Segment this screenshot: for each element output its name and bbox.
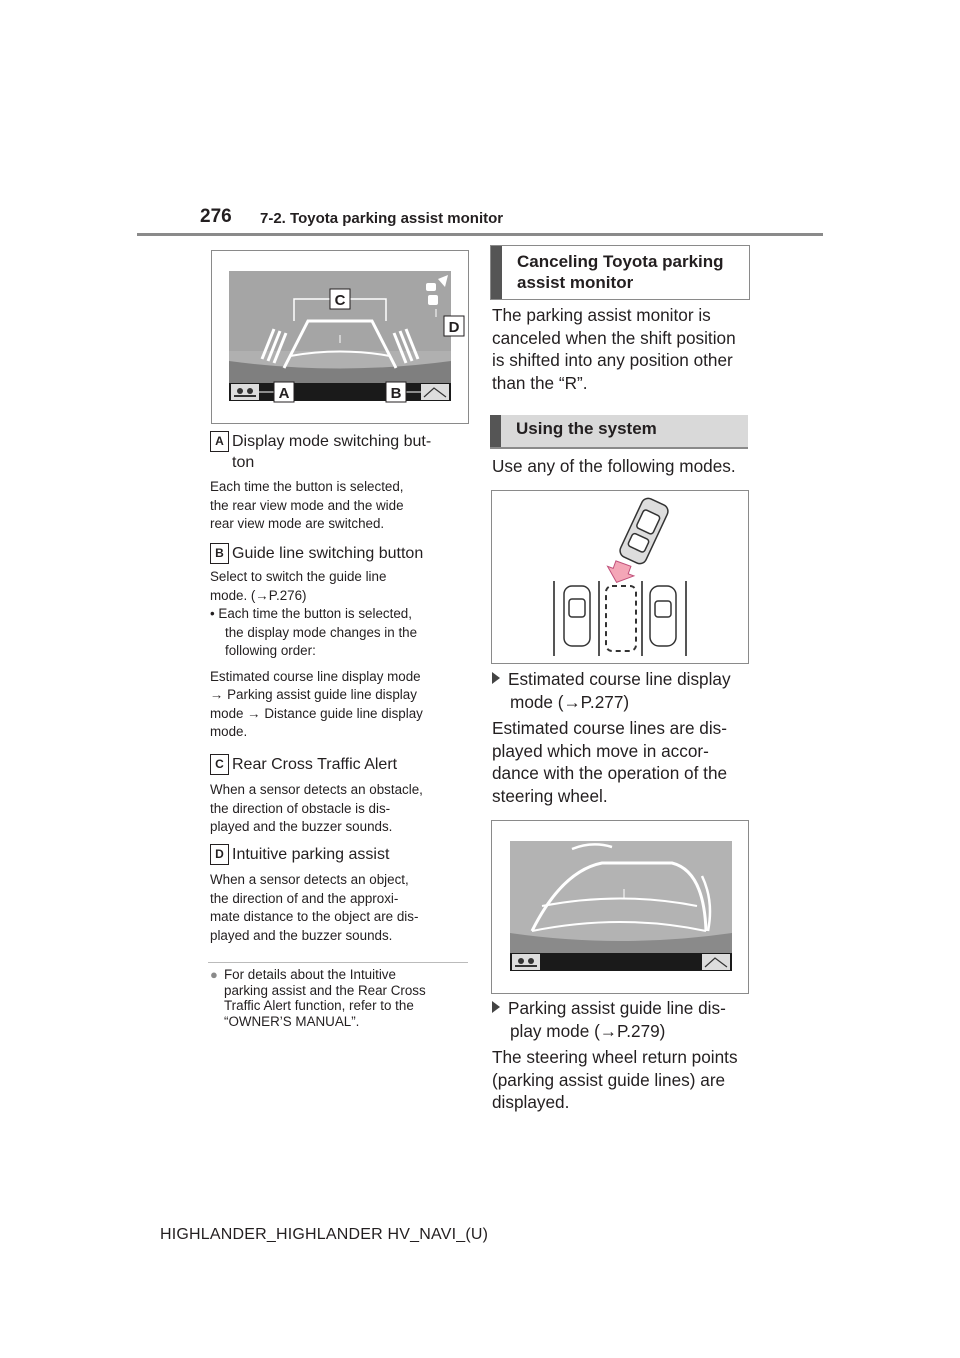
heading-bar <box>491 246 502 299</box>
using-heading-text: Using the system <box>516 419 657 438</box>
item-title: Intuitive parking assist <box>232 846 390 863</box>
monitor-screen-illustration <box>212 251 468 423</box>
note-divider <box>208 962 468 963</box>
item-title: Display mode switching but- ton <box>232 433 432 471</box>
item-label: A <box>210 431 229 452</box>
label-c: C <box>334 292 346 309</box>
label-a: A <box>278 385 290 402</box>
item-c-description: When a sensor detects an obstacle, the direction of obstacle is dis- played and the buzzer sounds. <box>210 782 423 834</box>
guideline-screen-illustration <box>492 821 748 993</box>
canceling-heading-text: Canceling Toyota parking assist monitor <box>517 252 724 292</box>
item-label: C <box>210 754 229 775</box>
heading-bar <box>490 415 501 447</box>
item-c-heading <box>210 754 470 776</box>
item-title: Guide line switching button <box>232 545 424 562</box>
monitor-figure <box>211 250 469 424</box>
footer-text: HIGHLANDER_HIGHLANDER HV_NAVI_(U) <box>160 1226 489 1243</box>
mode2-body: The steering wheel return points (parking assist guide lines) are displayed. <box>492 1047 738 1112</box>
mode2-heading: Parking assist guide line dis- play mode (→P.279) <box>492 997 754 1042</box>
item-a-description: Each time the button is selected, the rear view mode and the wide rear view mode are switched. <box>210 479 404 531</box>
mode1-body: Estimated course lines are dis- played which move in accor- dance with the operation of the steering wheel. <box>492 718 728 806</box>
item-label: D <box>210 844 229 865</box>
item-a-heading <box>210 431 470 475</box>
section-title: 7-2. Toyota parking assist monitor <box>260 210 504 227</box>
triangle-bullet-icon <box>492 672 500 684</box>
label-b: B <box>390 385 402 402</box>
item-b-heading <box>210 543 470 565</box>
mode1-heading: Estimated course line display mode (→P.277) <box>492 668 754 713</box>
using-heading <box>490 415 748 449</box>
parking-figure <box>491 490 749 664</box>
parking-illustration <box>492 491 748 663</box>
canceling-body: The parking assist monitor is canceled when the shift position is shifted into any position other than the “R”. <box>492 305 736 393</box>
note-bullet: ● <box>210 967 218 982</box>
item-d-description: When a sensor detects an object, the direction of and the approxi- mate distance to the object are dis- played and the buzzer sounds. <box>210 872 419 943</box>
header-rule <box>137 233 823 236</box>
label-d: D <box>448 319 460 336</box>
item-label: B <box>210 543 229 564</box>
item-title: Rear Cross Traffic Alert <box>232 756 398 773</box>
triangle-bullet-icon <box>492 1001 500 1013</box>
note-text: For details about the Intuitive parking assist and the Rear Cross Traffic Alert function, refer to the “OWNER’S MANUAL”. <box>224 967 426 1029</box>
item-b-description: Select to switch the guide line mode. (→P.276) • Each time the button is selected, the display mode changes in the following order: Estimated course line display mode → Parking assist guide line display mode → Distance guide line display mode. <box>210 569 423 739</box>
canceling-heading <box>490 245 750 300</box>
page-number: 276 <box>200 206 232 227</box>
using-intro: Use any of the following modes. <box>492 456 736 476</box>
item-d-heading <box>210 844 470 866</box>
guideline-figure <box>491 820 749 994</box>
